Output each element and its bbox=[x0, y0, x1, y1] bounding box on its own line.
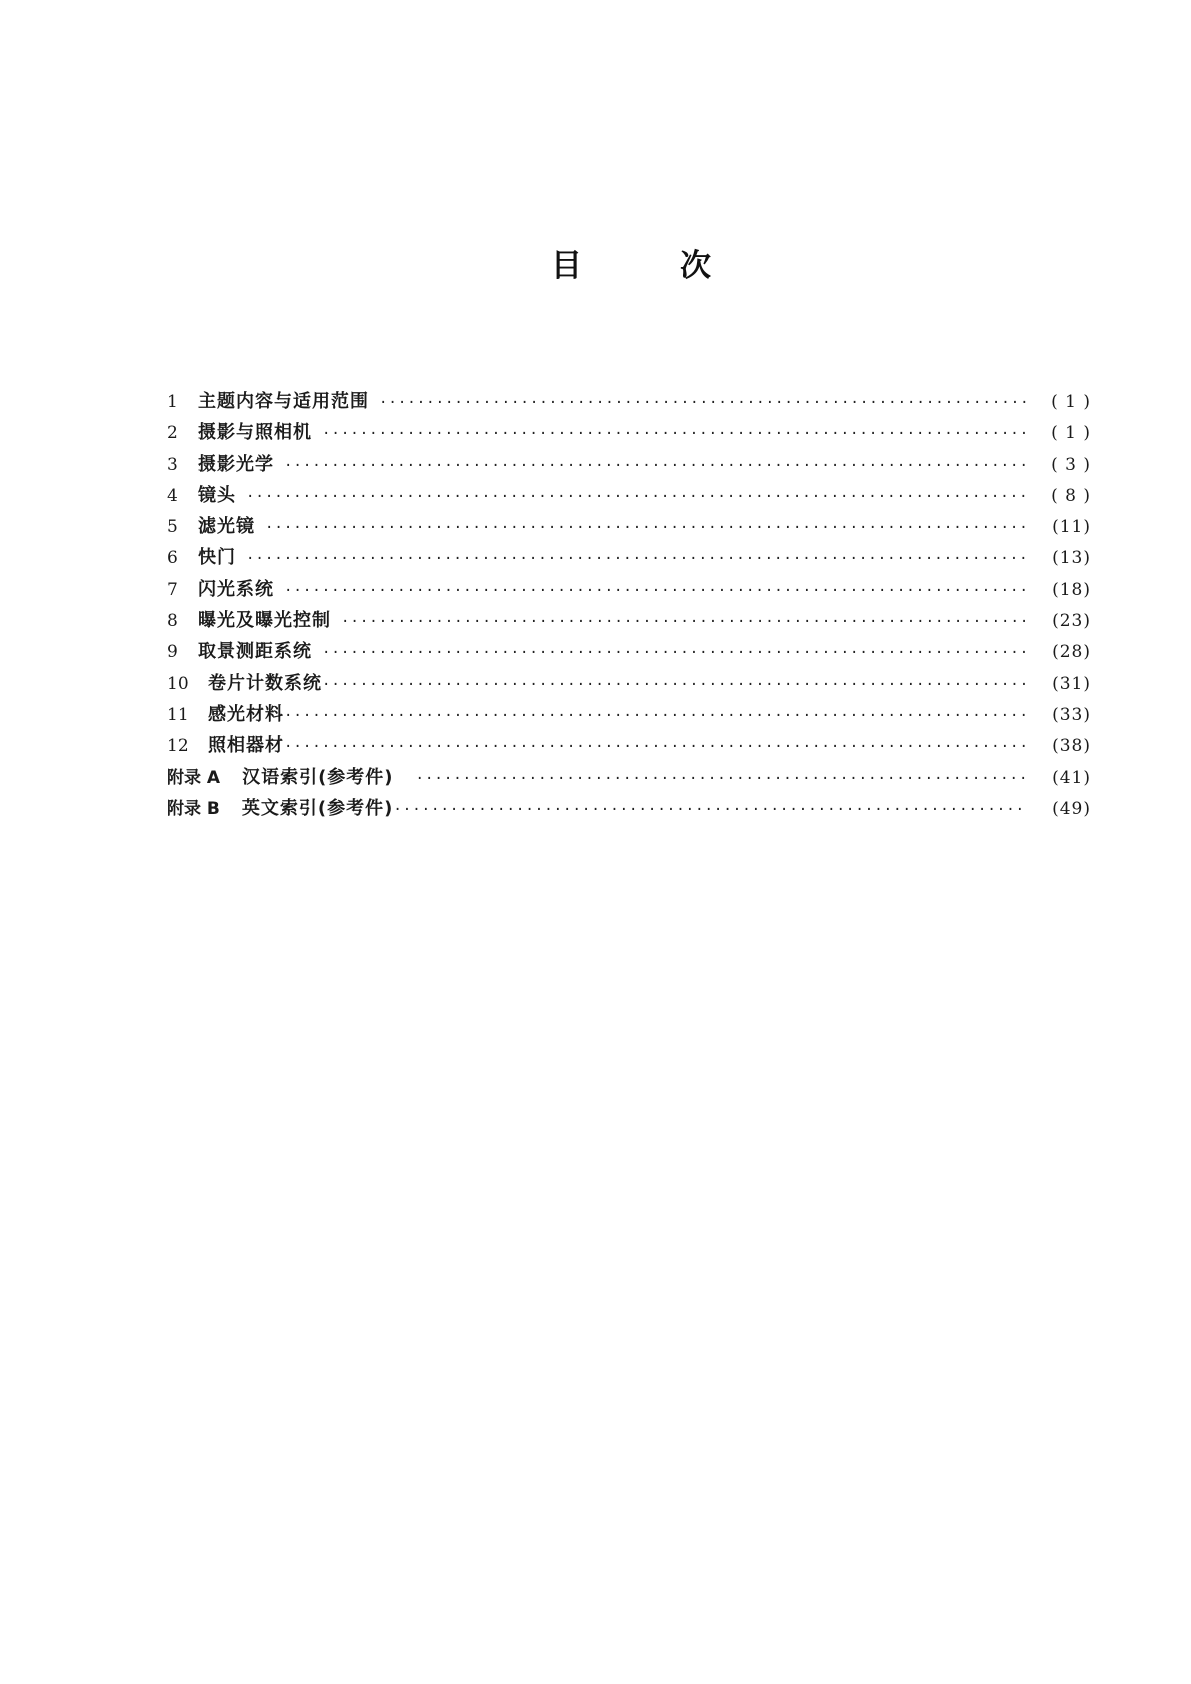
dot-leader bbox=[284, 451, 1027, 482]
toc-entry-title: 闪光系统 bbox=[198, 578, 274, 600]
toc-entry-page: (49) bbox=[1052, 798, 1091, 819]
toc-entry-number: 11 bbox=[167, 704, 189, 725]
toc-entry-page: (41) bbox=[1052, 767, 1091, 788]
toc-entry-12[interactable] bbox=[167, 730, 1091, 761]
toc-entry-number: 10 bbox=[167, 673, 189, 694]
dot-leader bbox=[341, 607, 1027, 638]
toc-entry-7[interactable] bbox=[167, 574, 1091, 605]
table-of-contents bbox=[167, 386, 1091, 824]
toc-entry-number: 附录 A bbox=[167, 767, 221, 788]
toc-entry-number: 3 bbox=[167, 454, 178, 475]
toc-entry-title: 滤光镜 bbox=[198, 516, 255, 538]
title-char-1: 目 bbox=[551, 248, 582, 284]
toc-entry-title: 快门 bbox=[198, 547, 236, 569]
toc-entry-title: 汉语索引(参考件) bbox=[242, 766, 394, 788]
toc-entry-title: 摄影光学 bbox=[198, 453, 274, 475]
toc-entry-page: (23) bbox=[1052, 611, 1091, 632]
dot-leader bbox=[246, 482, 1027, 513]
dot-leader bbox=[416, 764, 1027, 795]
dot-leader bbox=[393, 795, 1027, 826]
dot-leader bbox=[246, 544, 1027, 575]
toc-entry-page: ( 8 ) bbox=[1051, 485, 1091, 506]
toc-entry-page: (33) bbox=[1052, 704, 1091, 725]
toc-entry-title: 主题内容与适用范围 bbox=[198, 391, 369, 412]
toc-entry-title: 曝光及曝光控制 bbox=[198, 610, 331, 632]
dot-leader bbox=[265, 513, 1027, 544]
toc-entry-page: (31) bbox=[1052, 673, 1091, 694]
toc-entry-page: ( 3 ) bbox=[1051, 454, 1091, 475]
toc-entry-title: 感光材料 bbox=[208, 703, 284, 725]
toc-entry-1[interactable] bbox=[167, 386, 1091, 417]
toc-entry-4[interactable] bbox=[167, 480, 1091, 511]
dot-leader bbox=[284, 701, 1027, 732]
toc-entry-page: (28) bbox=[1052, 642, 1091, 663]
toc-entry-number: 附录 B bbox=[167, 798, 220, 819]
toc-entry-number: 5 bbox=[167, 517, 178, 538]
toc-entry-number: 9 bbox=[167, 642, 178, 663]
toc-entry-page: ( 1 ) bbox=[1051, 423, 1091, 444]
toc-entry-8[interactable] bbox=[167, 605, 1091, 636]
toc-entry-page: (18) bbox=[1052, 579, 1091, 600]
toc-entry-2[interactable] bbox=[167, 417, 1091, 448]
toc-entry-9[interactable] bbox=[167, 636, 1091, 667]
toc-entry-page: (38) bbox=[1052, 736, 1091, 757]
toc-entry-number: 1 bbox=[167, 392, 178, 412]
dot-leader bbox=[284, 576, 1027, 607]
dot-leader bbox=[322, 638, 1027, 669]
toc-entry-title: 摄影与照相机 bbox=[198, 422, 312, 444]
toc-entry-number: 8 bbox=[167, 611, 178, 632]
toc-entry-number: 6 bbox=[167, 548, 178, 569]
toc-entry-number: 12 bbox=[167, 736, 189, 757]
toc-entry-title: 卷片计数系统 bbox=[208, 672, 322, 694]
toc-entry-10[interactable] bbox=[167, 668, 1091, 699]
title-char-2: 次 bbox=[680, 248, 711, 284]
toc-entry-page: (13) bbox=[1052, 548, 1091, 569]
toc-entry-5[interactable] bbox=[167, 511, 1091, 542]
dot-leader bbox=[322, 670, 1027, 701]
toc-entry-appendix-a[interactable] bbox=[167, 762, 1091, 793]
toc-entry-page: ( 1 ) bbox=[1051, 392, 1091, 412]
dot-leader bbox=[379, 388, 1027, 419]
toc-entry-3[interactable] bbox=[167, 449, 1091, 480]
toc-entry-number: 4 bbox=[167, 485, 178, 506]
toc-entry-page: (11) bbox=[1052, 517, 1091, 538]
dot-leader bbox=[284, 732, 1027, 763]
toc-entry-title: 取景测距系统 bbox=[198, 641, 312, 663]
toc-entry-title: 照相器材 bbox=[208, 735, 284, 757]
toc-entry-6[interactable] bbox=[167, 542, 1091, 573]
toc-entry-title: 英文索引(参考件) bbox=[241, 797, 394, 819]
toc-entry-number: 2 bbox=[167, 423, 178, 444]
toc-entry-title: 镜头 bbox=[198, 484, 236, 506]
toc-entry-number: 7 bbox=[167, 579, 178, 600]
toc-entry-appendix-b[interactable] bbox=[167, 793, 1091, 824]
dot-leader bbox=[322, 419, 1027, 450]
page-title bbox=[551, 246, 711, 286]
toc-entry-11[interactable] bbox=[167, 699, 1091, 730]
